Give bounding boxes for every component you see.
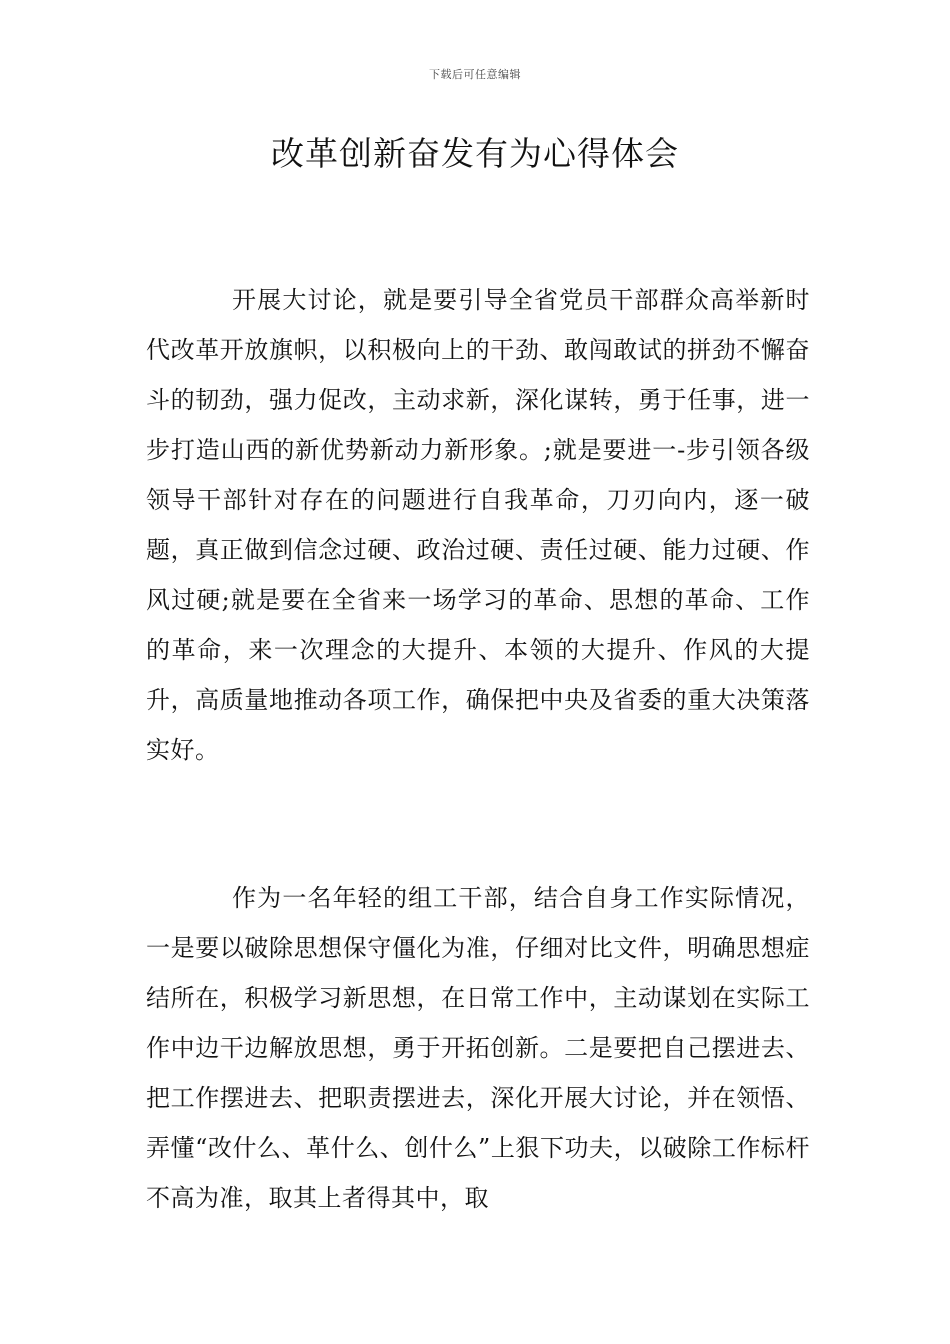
document-title: 改革创新奋发有为心得体会 (271, 134, 679, 173)
body-paragraph-1: 开展大讨论，就是要引导全省党员干部群众高举新时代改革开放旗帜，以积极向上的干劲、敢闯敢试的拼劲不懈奋斗的韧劲，强力促改，主动求新，深化谋转，勇于任事，进一步打造山西的新优势新动力新形象。;就是要进一-步引领各级领导干部针对存在的问题进行自我革命，刀刃向内，逐一破题，真正做到信念过硬、政治过硬、责任过硬、能力过硬、作风过硬;就是要在全省来一场学习的革命、思想的革命、工作的革命，来一次理念的大提升、本领的大提升、作风的大提升，高质量地推动各项工作，确保把中央及省委的重大决策落实好。 (146, 286, 810, 764)
body-paragraph-2: 作为一名年轻的组工干部，结合自身工作实际情况，一是要以破除思想保守僵化为准，仔细对比文件，明确思想症结所在，积极学习新思想，在日常工作中，主动谋划在实际工作中边干边解放思想，勇于开拓创新。二是要把自己摆进去、把工作摆进去、把职责摆进去，深化开展大讨论，并在领悟、弄懂“改什么、革什么、创什么”上狠下功夫，以破除工作标杆不高为准，取其上者得其中，取 (146, 884, 810, 1212)
header-note: 下载后可任意编辑 (429, 68, 521, 81)
